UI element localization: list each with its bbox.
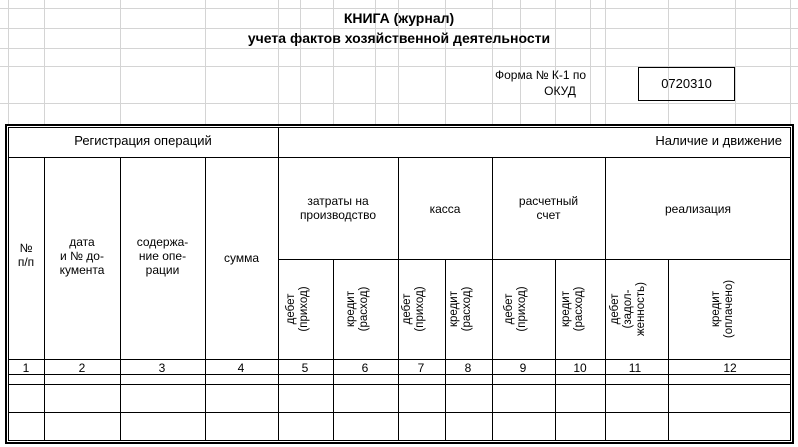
group-sales-header: реализация xyxy=(665,202,731,216)
col-num-12: 12 xyxy=(723,361,737,375)
costs-debit-header: дебет (приход) xyxy=(285,286,310,332)
col-content-header: содержа- ние опе- рации xyxy=(136,235,189,277)
cash-credit-header: кредит (расход) xyxy=(448,286,473,332)
account-credit-header: кредит (расход) xyxy=(560,286,585,332)
col-num-2: 2 xyxy=(78,361,86,375)
col-num-4: 4 xyxy=(237,361,245,375)
header-availability: Наличие и движение xyxy=(655,133,782,148)
col-num-10: 10 xyxy=(573,361,587,375)
group-cash-header: касса xyxy=(429,202,461,216)
col-num-1: 1 xyxy=(22,361,30,375)
col-num-8: 8 xyxy=(464,361,472,375)
document-title: КНИГА (журнал) xyxy=(343,10,455,26)
col-num-9: 9 xyxy=(519,361,527,375)
okud-label: ОКУД xyxy=(544,84,576,98)
col-num-3: 3 xyxy=(158,361,166,375)
col-num-5: 5 xyxy=(301,361,309,375)
header-registration: Регистрация операций xyxy=(74,133,212,148)
col-sum-header: сумма xyxy=(223,251,260,265)
okud-code-box xyxy=(638,67,735,101)
cash-debit-header: дебет (приход) xyxy=(401,286,426,332)
col-num-7: 7 xyxy=(417,361,425,375)
sales-credit-header: кредит (оплачено) xyxy=(710,279,735,339)
form-label: Форма № К-1 по xyxy=(495,68,587,82)
okud-code: 0720310 xyxy=(661,76,712,91)
col-num-11: 11 xyxy=(628,361,642,375)
group-account-header: расчетный счет xyxy=(518,194,579,222)
col-number-header: № п/п xyxy=(17,241,35,269)
col-date-header: дата и № до- кумента xyxy=(59,235,105,277)
account-debit-header: дебет (приход) xyxy=(503,286,528,332)
document-subtitle: учета фактов хозяйственной деятельности xyxy=(247,30,551,46)
sales-debit-header: дебет (задол- женность) xyxy=(609,281,647,337)
table-inner-border xyxy=(8,127,791,441)
group-costs-header: затраты на производство xyxy=(299,194,377,222)
col-num-6: 6 xyxy=(361,361,369,375)
costs-credit-header: кредит (расход) xyxy=(345,286,370,332)
